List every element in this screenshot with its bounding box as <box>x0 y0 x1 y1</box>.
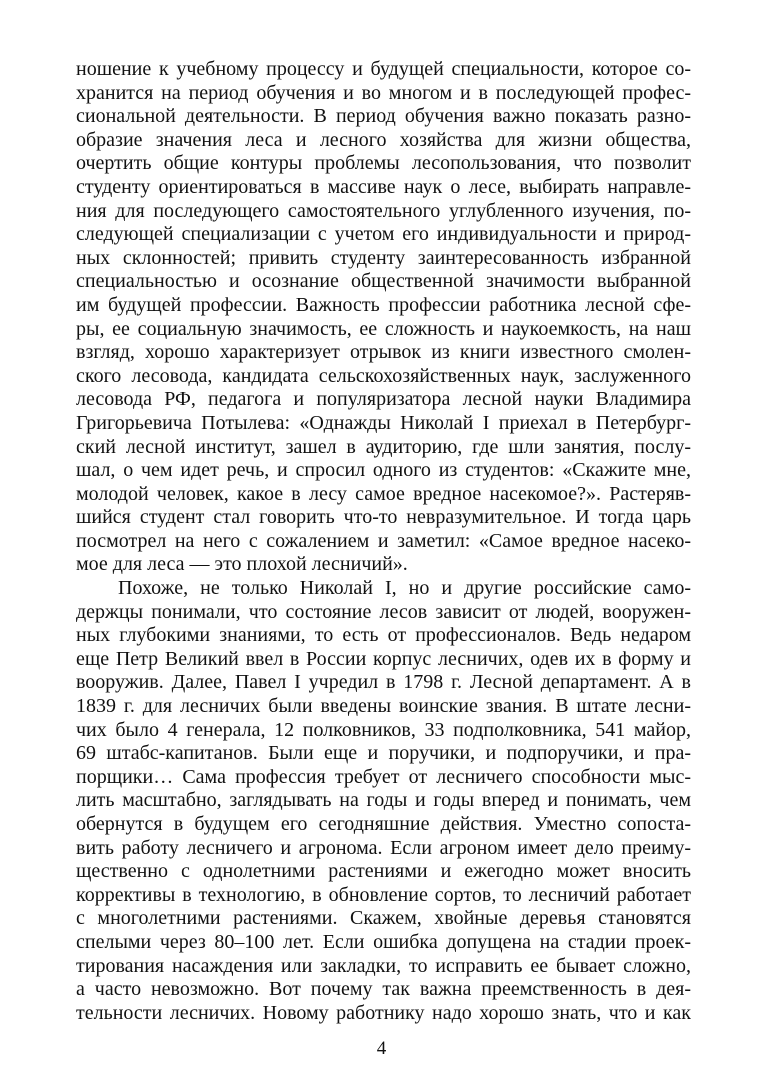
text-line: ры, ее социальную значимость, ее сложность и наукоемкость, на наш <box>76 317 691 340</box>
body-text <box>76 58 691 1025</box>
text-line: студенту ориентироваться в массиве наук о лесе, выбирать направле- <box>76 175 691 198</box>
text-line: ных склонностей; привить студенту заинтересованность избранной <box>76 246 691 269</box>
text-line: ского лесовода, кандидата сельскохозяйственных наук, заслуженного <box>76 364 691 387</box>
text-line: очертить общие контуры проблемы лесопользования, что позволит <box>76 152 691 175</box>
text-line: им будущей профессии. Важность профессии работника лесной сфе- <box>76 293 691 316</box>
text-line: а часто невозможно. Вот почему так важна преемственность в дея- <box>76 978 691 1001</box>
text-line: вооружив. Далее, Павел I учредил в 1798 г. Лесной департамент. А в <box>76 671 691 694</box>
text-line: чих было 4 генерала, 12 полковников, 33 подполковника, 541 майор, <box>76 718 691 741</box>
text-line: образие значения леса и лесного хозяйства для жизни общества, <box>76 128 691 151</box>
text-line: ношение к учебному процессу и будущей специальности, которое со- <box>76 58 691 80</box>
text-line: порщики… Сама профессия требует от лесничего способности мыс- <box>76 765 691 788</box>
text-line: лить масштабно, заглядывать на годы и годы вперед и понимать, чем <box>76 789 691 812</box>
text-line: ния для последующего самостоятельного углубленного изучения, по- <box>76 199 691 222</box>
text-line: вить работу лесничего и агронома. Если агроном имеет дело преиму- <box>76 836 691 859</box>
text-line: мое для леса — это плохой лесничий». <box>76 553 408 576</box>
text-line: лесовода РФ, педагога и популяризатора лесной науки Владимира <box>76 388 691 411</box>
text-line: следующей специализации с учетом его индивидуальности и природ- <box>76 223 691 246</box>
text-line: еще Петр Великий ввел в России корпус лесничих, одев их в форму и <box>76 647 691 670</box>
text-line: сиональной деятельности. В период обучения важно показать разно- <box>76 105 691 128</box>
text-line: 69 штабс-капитанов. Были еще и поручики, и подпоручики, и пра- <box>76 742 691 765</box>
text-line: коррективы в технологию, в обновление сортов, то лесничий работает <box>76 883 691 906</box>
text-line: молодой человек, какое в лесу самое вредное насекомое?». Растеряв- <box>76 482 691 505</box>
text-line: шийся студент стал говорить что-то невразумительное. И тогда царь <box>76 506 691 529</box>
text-line: держцы понимали, что состояние лесов зависит от людей, вооружен- <box>76 600 691 623</box>
text-line: ных глубокими знаниями, то есть от профессионалов. Ведь недаром <box>76 624 691 647</box>
text-line: тельности лесничих. Новому работнику надо хорошо знать, что и как <box>76 1001 691 1024</box>
text-line: специальностью и осознание общественной значимости выбранной <box>76 270 691 293</box>
text-line: посмотрел на него с сожалением и заметил: «Самое вредное насеко- <box>76 529 691 552</box>
text-line: Григорьевича Потылева: «Однажды Николай I приехал в Петербург- <box>76 411 691 434</box>
text-line: хранится на период обучения и во многом и в последующей профес- <box>76 81 691 104</box>
text-line: взгляд, хорошо характеризует отрывок из книги известного смолен- <box>76 341 691 364</box>
text-line: ский лесной институт, зашел в аудиторию, где шли занятия, послу- <box>76 435 691 458</box>
text-line: 1839 г. для лесничих были введены воинские звания. В штате лесни- <box>76 695 691 718</box>
text-line: Похоже, не только Николай I, но и другие российские само- <box>118 577 691 600</box>
text-line: с многолетними растениями. Скажем, хвойные деревья становятся <box>76 907 691 930</box>
text-line: шал, о чем идет речь, и спросил одного из студентов: «Скажите мне, <box>76 459 691 482</box>
paragraph-2 <box>76 577 691 1025</box>
text-line: спелыми через 80–100 лет. Если ошибка допущена на стадии проек- <box>76 930 691 953</box>
page-number: 4 <box>376 1038 387 1059</box>
text-line: тирования насаждения или закладки, то исправить ее бывает сложно, <box>76 954 691 977</box>
text-line: обернутся в будущем его сегодняшние действия. Уместно сопоста- <box>76 813 691 835</box>
paragraph-1 <box>76 58 691 577</box>
text-line: щественно с однолетними растениями и ежегодно может вносить <box>76 860 691 883</box>
